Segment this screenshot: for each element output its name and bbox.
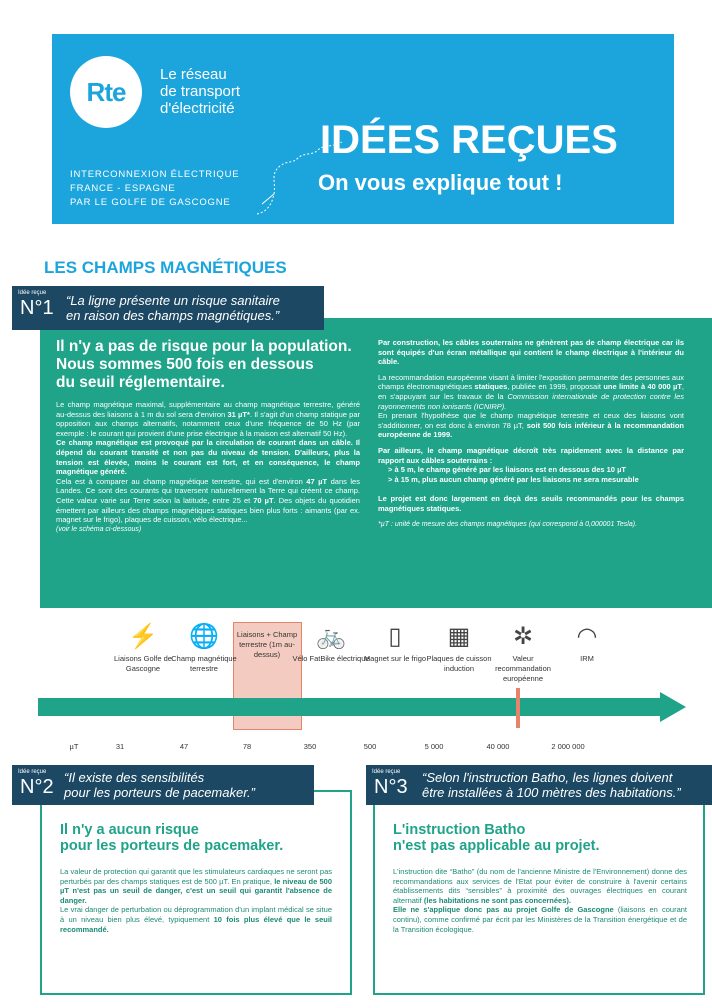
mri-icon: ◠ xyxy=(576,623,598,650)
scale-item-label: Valeur recommandation européenne xyxy=(495,654,551,683)
text: . Il s'agit d'un champ statique par opposition aux champs alternatifs, notamment ceux d'une fréquence de 50 Hz (par exemple : le courant qui provient d'une prise électrique à la maison est alternatif 50 Hz). xyxy=(56,409,361,438)
text: La recommandation européenne visant à limiter l'exposition permanente des personnes aux champs électromagnétiques xyxy=(378,372,684,392)
headline-line: pour les porteurs de pacemaker. xyxy=(60,838,284,854)
text-bold: (les habitations ne sont pas concernées). xyxy=(423,895,571,905)
tag-number: N°2 xyxy=(20,776,54,798)
idee1-paragraph xyxy=(378,338,684,367)
text-bold: Le projet est donc largement en deçà des seuils recommandés pour les champs magnétiques statiques. xyxy=(378,494,684,513)
scale-arrow-head xyxy=(660,692,686,722)
text: Cela est à comparer au champ magnétique terrestre, qui est d'environ xyxy=(56,476,307,486)
text-bold: 47 µT xyxy=(306,476,328,486)
tag-number: N°1 xyxy=(20,297,54,319)
interco-line: PAR LE GOLFE DE GASCOGNE xyxy=(70,197,231,208)
text: . Des objets du quotidien émettent par ailleurs des champs magnétiques statiques bien plus forts : aimants (par ex. magnet sur le frigo), plaques de cuisson, vélo électrique... xyxy=(56,495,360,525)
page-subtitle: On vous explique tout ! xyxy=(318,170,563,195)
idee3-text xyxy=(393,867,687,934)
headline-line: Il n'y a pas de risque pour la population. xyxy=(56,338,352,355)
text: En prenant l'hypothèse que le champ magnétique terrestre et ceux des liaisons vont s'additionner, on est donc à environ 78 µT, xyxy=(378,411,684,430)
quote-line: “Il existe des sensibilités xyxy=(64,770,205,785)
text: , en s'appuyant sur les travaux de la xyxy=(378,382,685,401)
idee1-tag xyxy=(12,286,324,330)
axis-unit: µT xyxy=(69,742,79,751)
quote-line: “La ligne présente un risque sanitaire xyxy=(66,293,280,308)
idee1-left-column xyxy=(56,338,360,534)
scale-item-label: Liaisons + Champ terrestre (1m au-dessus) xyxy=(236,630,298,659)
scale-item-label: Plaques de cuisson induction xyxy=(426,654,492,673)
idee1-headline xyxy=(56,338,360,392)
axis-value: 2 000 000 xyxy=(551,742,585,751)
text: , publiée en 1999, proposait xyxy=(507,382,604,392)
idee2-answer-box xyxy=(40,790,352,995)
idee1-paragraph xyxy=(56,477,360,525)
globe-icon: 🌐 xyxy=(189,623,219,650)
quote-line: en raison des champs magnétiques.” xyxy=(66,308,280,323)
idee2-headline xyxy=(60,822,283,854)
bullet-item: > à 15 m, plus aucun champ généré par les liaisons ne sera mesurable xyxy=(388,474,639,484)
text-italic: Commission internationale de protection contre les rayonnements non ionisants (ICNIRP). xyxy=(378,391,684,411)
scale-item-label: IRM xyxy=(580,654,594,663)
org-name-line: de transport xyxy=(160,83,241,100)
text-bold: statiques xyxy=(474,382,508,392)
text: dans les Landes. Ce sont des courants qui traversent naturellement la Terre qui créent ce champ. Cette valeur varie sur Terre selon la latitude, entre 25 et xyxy=(56,476,360,505)
idee2-text xyxy=(60,867,332,934)
idee3-headline xyxy=(393,822,600,854)
text: Le vrai danger de perturbation ou déprogrammation d'un implant médical se situe à un niveau bien plus élevé, typiquement xyxy=(60,905,332,924)
scale-item-label: Champ magnétique terrestre xyxy=(171,654,237,673)
interco-line: FRANCE - ESPAGNE xyxy=(70,183,176,194)
logo-text: Rte xyxy=(86,76,126,107)
scale-item xyxy=(548,624,626,664)
text: Le champ magnétique maximal, supplémentaire au champ magnétique terrestre, généré au-dessus des liaisons à 1 m du sol sera d'environ xyxy=(56,400,360,419)
scale-item-label: Vélo FatBike électrique xyxy=(292,654,370,663)
scale-item-label: Liaisons Golfe de Gascogne xyxy=(114,654,172,673)
text-bold: Ce champ magnétique est provoqué par la circulation de courant dans un câble. Il dépend du courant transité et non pas du niveau de tension. D'ailleurs, plus la tension est élevée, moins le courant est fort, et en conséquence, le champ magnétique généré. xyxy=(56,438,360,477)
bullet-item: > à 5 m, le champ généré par les liaisons est en dessous des 10 µT xyxy=(388,465,626,475)
text-bold: 10 fois plus élevé que le seuil recommandé. xyxy=(60,914,332,934)
header-banner xyxy=(52,34,674,224)
headline-line: n'est pas applicable au projet. xyxy=(393,838,600,854)
text-bold: le niveau de 500 µT n'est pas un seuil de danger, c'est un seuil qui garantit l'absence de danger. xyxy=(60,876,332,905)
axis-value: 78 xyxy=(242,742,252,751)
text-bold: soit 500 fois inférieur à la recommandation européenne de 1999. xyxy=(378,420,684,440)
quote-line: “Selon l'instruction Batho, les lignes doivent xyxy=(422,770,673,785)
axis-value: 350 xyxy=(303,742,317,751)
scale-arrow xyxy=(38,698,670,716)
idee1-see-diagram: (voir le schéma ci-dessous) xyxy=(56,525,142,533)
idee2-tag xyxy=(12,765,314,805)
text: L'instruction dite “Batho” (du nom de l'ancienne Ministre de l'Environnement) donne des recommandations aux services de l'Etat pour éviter de construire à l'avenir certains établissements dits “sensibles” à proximité des ouvrages électriques en courant alternatif xyxy=(393,867,687,905)
interconnexion-label xyxy=(70,168,239,210)
org-name-line: d'électricité xyxy=(160,100,235,117)
idee3-tag xyxy=(366,765,712,805)
text-bold: 31 µT* xyxy=(227,409,250,419)
text-bold: Par construction, les câbles souterrains ne génèrent pas de champ électrique car ils sont équipés d'un écran métallique qui contient le champ électrique à l'intérieur du câble. xyxy=(378,338,684,367)
org-name xyxy=(160,66,240,117)
headline-line: L'instruction Batho xyxy=(393,822,526,838)
text-bold: 70 µT xyxy=(253,495,274,505)
axis-value: 40 000 xyxy=(486,742,510,751)
text-bold: une limite à 40 000 µT xyxy=(603,382,682,392)
text-bold: Elle ne s'applique donc pas au projet Golfe de Gascogne xyxy=(393,905,614,915)
tag-quote xyxy=(422,770,681,800)
tag-small-label: Idée reçue xyxy=(18,769,47,775)
idee1-paragraph xyxy=(378,446,684,484)
idee1-paragraph xyxy=(56,438,360,476)
page-title: IDÉES REÇUES xyxy=(320,118,618,162)
text: (liaisons en courant continu), comme confirmé par écrit par les Ministères de la Transition énergétique et de la Transition écologique. xyxy=(393,905,687,934)
rte-logo xyxy=(70,56,142,128)
tag-number: N°3 xyxy=(374,776,408,798)
axis-value: 500 xyxy=(363,742,377,751)
cooktop-icon: ▦ xyxy=(447,623,471,650)
text: La valeur de protection qui garantit que les stimulateurs cardiaques ne seront pas perturbés par des champs statiques est de 500 µT. En pratique, xyxy=(60,867,332,886)
fridge-icon: ▯ xyxy=(388,623,402,650)
bicycle-icon: 🚲 xyxy=(316,623,346,650)
eu-limit-marker xyxy=(516,688,520,728)
tag-small-label: Idée reçue xyxy=(18,290,47,296)
headline-line: Nous sommes 500 fois en dessous xyxy=(56,356,314,373)
interco-line: INTERCONNEXION ÉLECTRIQUE xyxy=(70,169,240,180)
text-bold: Par ailleurs, le champ magnétique décroît très rapidement avec la distance par rapport aux câbles souterrains : xyxy=(378,445,684,465)
headline-line: Il n'y a aucun risque xyxy=(60,822,199,838)
axis-value: 47 xyxy=(179,742,189,751)
idee1-paragraph xyxy=(378,494,684,513)
lightning-icon: ⚡ xyxy=(128,623,158,650)
tag-quote xyxy=(64,770,255,800)
quote-line: pour les porteurs de pacemaker.” xyxy=(64,785,256,800)
section-title: LES CHAMPS MAGNÉTIQUES xyxy=(44,258,287,277)
idee1-paragraph xyxy=(378,373,684,440)
idee1-answer-box xyxy=(40,318,712,608)
idee1-paragraph xyxy=(56,400,360,438)
footnote: *µT : unité de mesure des champs magnétiques (qui correspond à 0,000001 Tesla). xyxy=(378,520,638,528)
scale-item-label: Magnet sur le frigo xyxy=(363,654,427,663)
eu-stars-icon: ✲ xyxy=(512,623,534,650)
quote-line: être installées à 100 mètres des habitations.” xyxy=(422,785,681,800)
idee1-right-column xyxy=(378,338,684,535)
tag-quote xyxy=(66,293,280,323)
org-name-line: Le réseau xyxy=(160,66,227,83)
headline-line: du seuil réglementaire. xyxy=(56,374,225,391)
idee3-answer-box xyxy=(373,790,705,995)
axis-value: 5 000 xyxy=(424,742,444,751)
tag-small-label: Idée reçue xyxy=(372,769,401,775)
axis-value: 31 xyxy=(115,742,125,751)
